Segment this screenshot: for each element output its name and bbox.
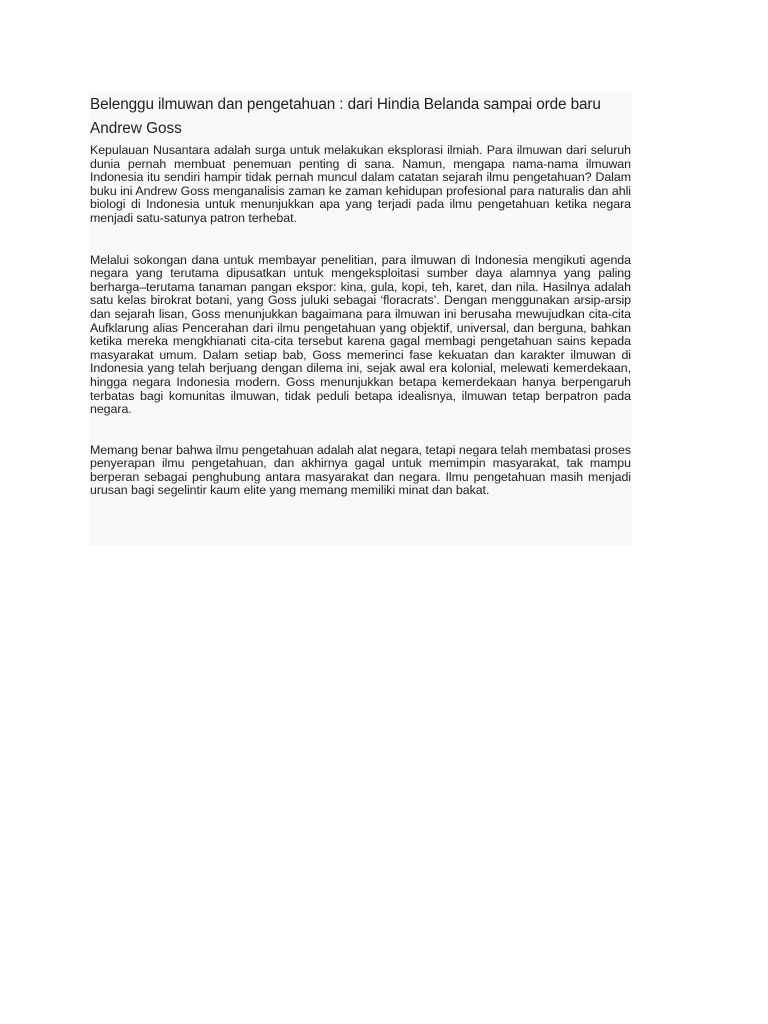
paragraph-body: Melalui sokongan dana untuk membayar penelitian, para ilmuwan di Indonesia mengikuti agenda negara yang terutama dipusatkan untuk mengeksploitasi sumber daya alamnya yang paling berharga–terutama tanaman pangan ekspor: kina, gula, kopi, teh, karet, dan nila. Hasilnya adalah satu kelas birokrat botani, yang Goss juluki sebagai ‘floracrats’. Dengan menggunakan arsip-arsip dan sejarah lisan, Goss menunjukkan bagaimana para ilmuwan ini berusaha mewujudkan cita-cita Aufklarung alias Pencerahan dari ilmu pengetahuan yang objektif, universal, dan berguna, bahkan ketika mereka mengkhianati cita-cita tersebut karena gagal membagi pengetahuan sains kepada masyarakat umum. Dalam setiap bab, Goss memerinci fase kekuatan dan karakter ilmuwan di Indonesia yang telah berjuang dengan dilema ini, sejak awal era kolonial, melewati kemerdekaan, hingga negara Indonesia modern. Goss menunjukkan betapa kemerdekaan hanya berpengaruh terbatas bagi komunitas ilmuwan, tidak peduli betapa idealisnya, ilmuwan tetap berpatron pada negara. — [90, 252, 631, 417]
document-content-block — [89, 92, 632, 546]
document-title: Belenggu ilmuwan dan pengetahuan : dari Hindia Belanda sampai orde baru — [90, 96, 601, 113]
paragraph-conclusion: Memang benar bahwa ilmu pengetahuan adalah alat negara, tetapi negara telah membatasi proses penyerapan ilmu pengetahuan, dan akhirnya gagal untuk memimpin masyarakat, tak mampu berperan sebagai penghubung antara masyarakat dan negara. Ilmu pengetahuan masih menjadi urusan bagi segelintir kaum elite yang memang memiliki minat dan bakat. — [90, 442, 631, 498]
paragraph-intro: Kepulauan Nusantara adalah surga untuk melakukan eksplorasi ilmiah. Para ilmuwan dari seluruh dunia pernah membuat penemuan penting di sana. Namun, mengapa nama-nama ilmuwan Indonesia itu sendiri hampir tidak pernah muncul dalam catatan sejarah ilmu pengetahuan? Dalam buku ini Andrew Goss menganalisis zaman ke zaman kehidupan profesional para naturalis dan ahli biologi di Indonesia untuk menunjukkan apa yang terjadi pada ilmu pengetahuan ketika negara menjadi satu-satunya patron terhebat. — [90, 143, 631, 225]
document-author: Andrew Goss — [90, 120, 182, 137]
